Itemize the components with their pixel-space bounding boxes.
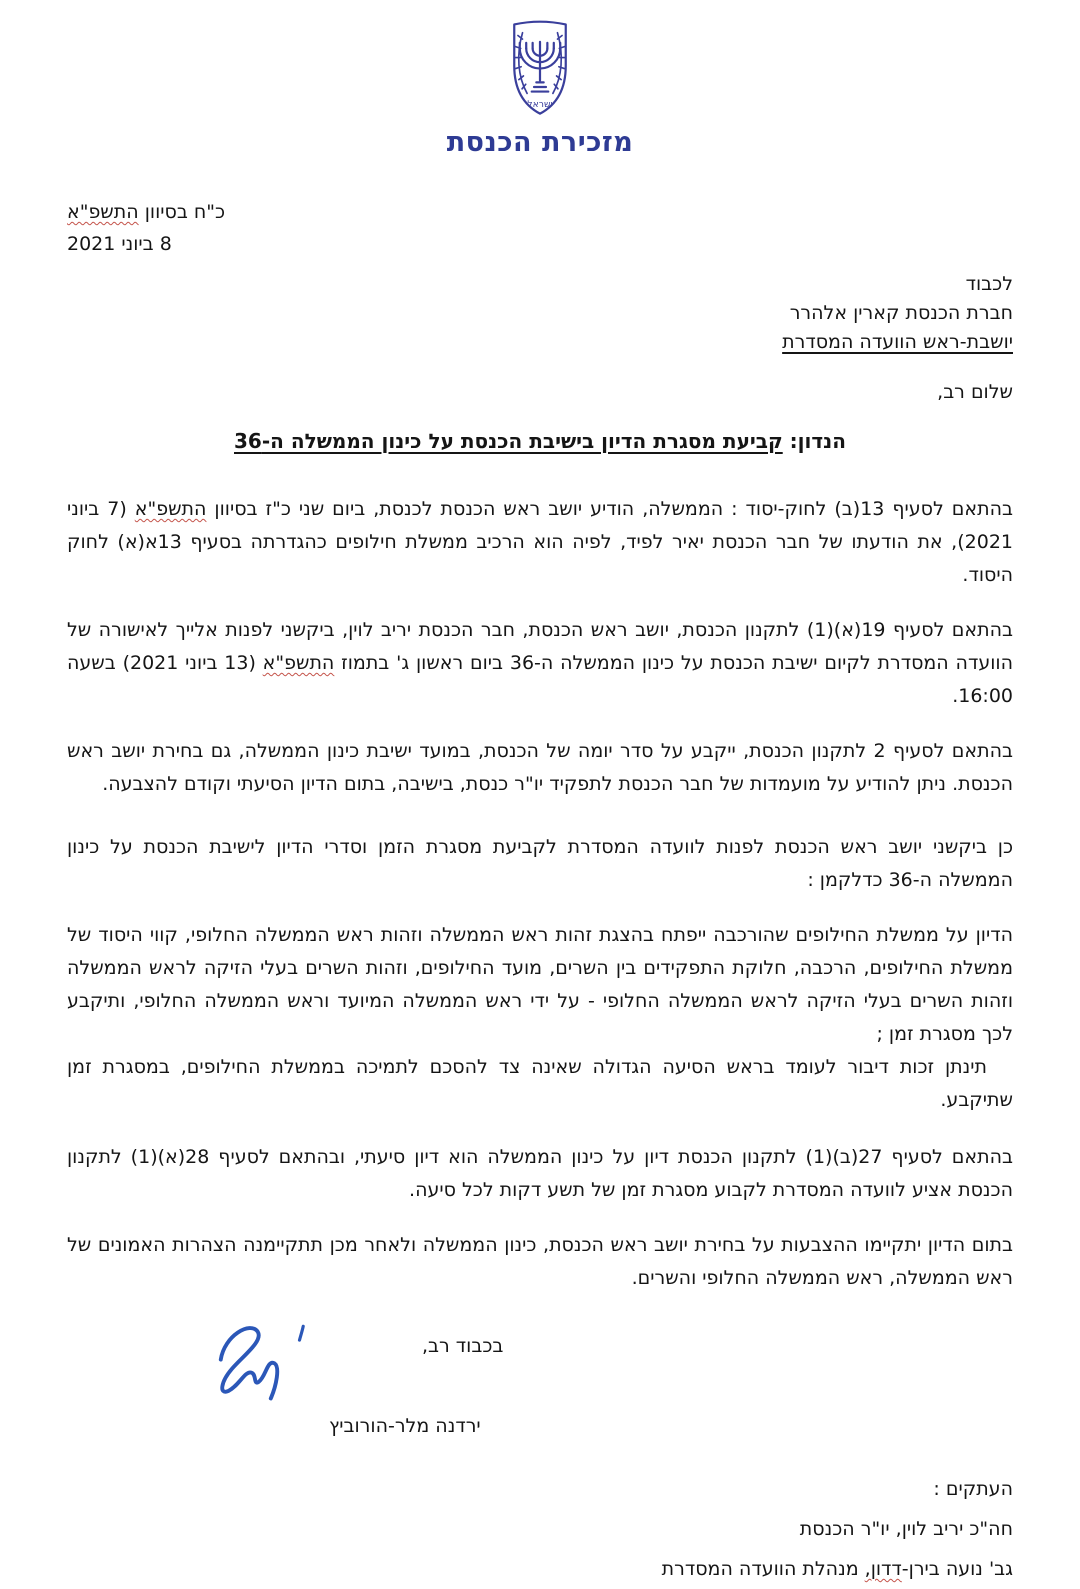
date-block: [67, 196, 1013, 260]
recipient-name: חברת הכנסת קארין אלהרר: [789, 302, 1013, 324]
copies-line-1: חה"כ יריב לוין, יו"ר הכנסת: [799, 1518, 1013, 1540]
subject-label: הנדון:: [782, 429, 846, 453]
signoff-block: [67, 1317, 1013, 1465]
paragraph-1: בהתאם לסעיף 13(ב) לחוק-יסוד : הממשלה, הודיע יושב ראש הכנסת לכנסת, ביום שני כ"ז בסיוון התשפ"א (7 ביוני 2021), את הודעתו של חבר הכנסת יאיר לפיד, לפיה הוא הרכיב ממשלת חילופים כהגדרתה בסעיף 13א(א) לחוק היסוד.: [67, 498, 1013, 586]
recipient-role: יושבת-ראש הוועדה המסדרת: [782, 331, 1013, 353]
paragraph-5: הדיון על ממשלת החילופים שהורכבה ייפתח בהצגת זהות ראש הממשלה וזהות ראש הממשלה החלופי, קווי היסוד של ממשלת החילופים, הרכבה, חלוקת התפקידים בין השרים, מועד החילופים, וזהות השרים בעלי הזיקה לראש הממשלה וזהות השרים בעלי הזיקה לראש הממשלה החלופי - על ידי ראש הממשלה המיועד וראש הממשלה החלופי, ותיקבע לכך מסגרת זמן ;: [67, 924, 1013, 1045]
misspelled-word: התשפ"א: [67, 201, 139, 223]
letterhead: [67, 18, 1013, 158]
copies-line-2: גב' נועה בירן-דדון, מנהלת הוועדה המסדרת: [661, 1558, 1013, 1580]
copies-title: העתקים :: [933, 1478, 1013, 1500]
misspelled-word: התשפ"א: [134, 498, 207, 520]
subject-line: [67, 429, 1013, 453]
paragraph-6: בהתאם לסעיף 27(ב)(1) לתקנון הכנסת דיון על כינון הממשלה הוא דיון סיעתי, ובהתאם לסעיף 28(א)(1) לתקנון הכנסת אציע לוועדה המסדרת לקבוע מסגרת זמן של תשע דקות לכל סיעה.: [67, 1146, 1013, 1201]
greeting: שלום רב,: [937, 381, 1013, 403]
hebrew-date-line: כ"ח בסיוון התשפ"א: [67, 201, 226, 223]
signatory-name: ירדנה מלר-הורוביץ: [329, 1415, 481, 1437]
israel-state-emblem-icon: [494, 18, 586, 121]
paragraph-4: כן ביקשני יושב ראש הכנסת לפנות לוועדה המסדרת לקביעת מסגרת הזמן וסדרי הדיון לישיבת הכנסת על כינון הממשלה ה-36 כדלקמן :: [67, 836, 1013, 891]
subject-text: קביעת מסגרת הדיון בישיבת הכנסת על כינון הממשלה ה-36: [234, 429, 783, 453]
paragraph-7: בתום הדיון יתקיימו ההצבעות על בחירת יושב ראש הכנסת, כינון הממשלה ולאחר מכן תתקיימנה הצהרות האמונים של ראש הממשלה, ראש הממשלה החלופי והשרים.: [67, 1234, 1013, 1289]
misspelled-word: דדון,: [864, 1558, 902, 1580]
closing-phrase: בכבוד רב,: [422, 1335, 504, 1357]
gregorian-date-line: 8 ביוני 2021: [67, 233, 172, 255]
paragraph-5-note: תינתן זכות דיבור לעומד בראש הסיעה הגדולה שאינה צד להסכם לתמיכה בממשלת החילופים, במסגרת זמן שתיקבע.: [67, 1056, 1013, 1111]
letter-body: [67, 493, 1013, 1295]
paragraph-2: בהתאם לסעיף 19(א)(1) לתקנון הכנסת, יושב ראש הכנסת, חבר הכנסת יריב לוין, ביקשני לפנות אלייך לאישורה של הוועדה המסדרת לקיום ישיבת הכנסת על כינון הממשלה ה-36 ביום ראשון ג' בתמוז התשפ"א (13 ביוני 2021) בשעה 16:00.: [67, 619, 1013, 707]
misspelled-word: התשפ"א: [262, 652, 335, 674]
emblem-israel-label: ישראל: [527, 99, 553, 111]
copies-block: [67, 1469, 1013, 1589]
paragraph-3: בהתאם לסעיף 2 לתקנון הכנסת, ייקבע על סדר יומה של הכנסת, במועד ישיבת כינון הממשלה, גם בחירת יושב ראש הכנסת. ניתן להודיע על מועמדות של חבר הכנסת לתפקיד יו"ר כנסת, בישיבה, בתום הדיון הסיעתי וקודם להצבעה.: [67, 740, 1013, 795]
handwritten-signature: [207, 1317, 329, 1405]
org-title: מזכירת הכנסת: [446, 127, 634, 158]
recipient-salutation: לכבוד: [965, 273, 1013, 295]
recipient-block: [67, 270, 1013, 357]
